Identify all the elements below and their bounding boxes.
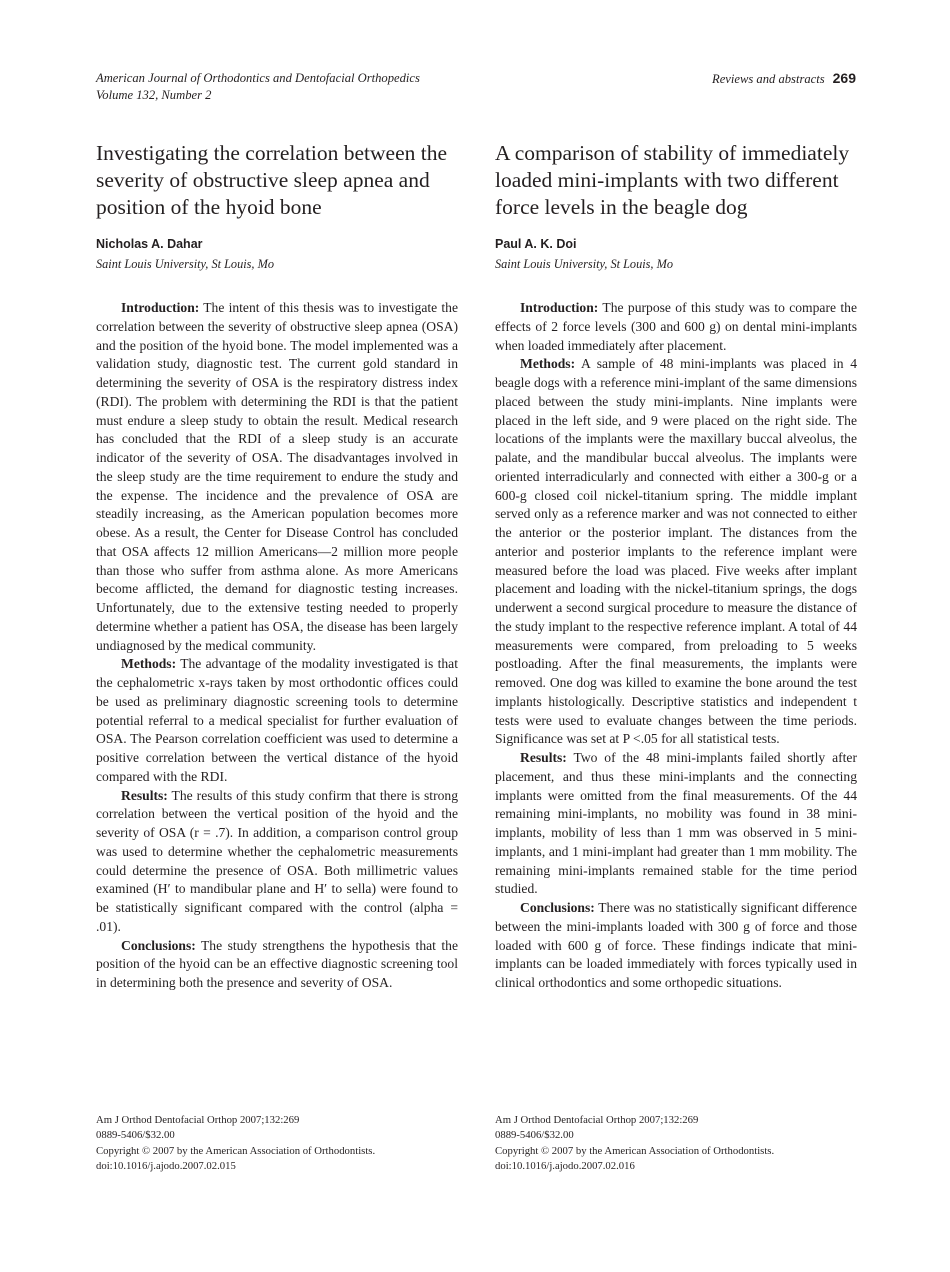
doi-line: doi:10.1016/j.ajodo.2007.02.015: [96, 1159, 236, 1172]
journal-info: [96, 70, 420, 104]
paragraph-introduction: [96, 299, 458, 655]
copyright-line: Copyright © 2007 by the American Association of Orthodontists.: [96, 1144, 376, 1157]
paragraph-text: The advantage of the modality investigated is that the cephalometric x-rays taken by most orthodontic offices could be used as preliminary diagnostic screening tools to determine potential referral to a medical specialist for further evaluation of OSA. The Pearson correlation coefficient was used to determine a positive correlation between the vertical distance of the hyoid compared with the RDI.: [96, 656, 458, 784]
issn-line: 0889-5406/$32.00: [96, 1129, 175, 1142]
article-left: [96, 140, 458, 993]
article-right: [495, 140, 857, 993]
section-info: [712, 70, 856, 88]
paragraph-methods: [96, 655, 458, 786]
paragraph-methods: [495, 355, 857, 749]
citation-line: Am J Orthod Dentofacial Orthop 2007;132:269: [495, 1114, 699, 1126]
paragraph-label: Conclusions:: [121, 937, 196, 953]
paragraph-label: Methods:: [121, 656, 177, 672]
citation-footer-right: [495, 1113, 774, 1174]
paragraph-label: Methods:: [520, 356, 576, 372]
citation-line: Am J Orthod Dentofacial Orthop 2007;132:269: [96, 1114, 300, 1126]
article-author: Nicholas A. Dahar: [96, 237, 203, 251]
article-author: Paul A. K. Doi: [495, 237, 577, 251]
copyright-line: Copyright © 2007 by the American Association of Orthodontists.: [495, 1144, 775, 1157]
paragraph-text: The intent of this thesis was to investigate the correlation between the severity of obstructive sleep apnea (OSA) and the position of the hyoid bone. The model implemented was a validation study, diagnostic test. The current gold standard in determining the severity of OSA is the respiratory distress index (RDI). The problem with determining the RDI is that the patient must endure a sleep study to obtain the result. Medical research has concluded that the RDI of a sleep study is an accurate indicator of the severity of OSA. The disadvantages involved in the sleep study are the time requirement to endure the study and the expense. The incidence and the prevalence of OSA are steadily increasing, as the American population becomes more obese. As a result, the Center for Disease Control has concluded that OSA affects 12 million Americans—2 million more people than those who suffer from asthma alone. As more Americans become afflicted, the demand for diagnostic testing increases. Unfortunately, due to the extensive testing needed to properly determine whether a patient has OSA, the disease has been largely undiagnosed by the medical community.: [96, 300, 458, 653]
journal-name: American Journal of Orthodontics and Dentofacial Orthopedics: [96, 71, 420, 85]
paragraph-label: Results:: [121, 787, 168, 803]
page-number: 269: [832, 70, 856, 86]
paragraph-text: The results of this study confirm that there is strong correlation between the vertical position of the hyoid and the severity of OSA (r = .7). In addition, a comparison control group was used to determine whether the cephalometric measurements could determine the presence of OSA. Both millimetric values examined (H′ to mandibular plane and H′ to sella) were found to be statistically significant compared with the control (alpha = .01).: [96, 787, 458, 934]
article-title: Investigating the correlation between the severity of obstructive sleep apnea and position of the hyoid bone: [96, 141, 448, 219]
paragraph-text: Two of the 48 mini-implants failed shortly after placement, and thus these mini-implants and the connecting implants were omitted from the final measurements. Of the 44 remaining mini-implants, no mobility was found in 38 mini-implants, mobility of less than 1 mm was observed in 5 mini-implants, and 1 mini-implant had greater than 1 mm mobility. The remaining mini-implants remained stable for the time period studied.: [495, 750, 857, 897]
article-title: A comparison of stability of immediately loaded mini-implants with two different force levels in the beagle dog: [495, 141, 850, 219]
paragraph-label: Introduction:: [520, 300, 599, 315]
article-body: [495, 299, 857, 993]
article-body: [96, 299, 458, 993]
paragraph-label: Conclusions:: [520, 900, 595, 915]
journal-volume: Volume 132, Number 2: [96, 88, 212, 102]
issn-line: 0889-5406/$32.00: [495, 1129, 574, 1142]
paragraph-results: [495, 749, 857, 899]
running-head: [96, 70, 856, 110]
paragraph-results: [96, 787, 458, 937]
paragraph-conclusions: [96, 937, 458, 993]
article-affiliation: Saint Louis University, St Louis, Mo: [96, 257, 274, 271]
paragraph-text: A sample of 48 mini-implants was placed in 4 beagle dogs with a reference mini-implant of the same dimensions placed between the study mini-implants. Nine implants were placed in the left side, and 9 were placed on the right side. The locations of the implants were the maxillary buccal alveolus, the palate, and the mandibular buccal alveolus. The implants were oriented interradicularly and connected with either a 300-g or a 600-g closed coil nickel-titanium spring. The middle implant served only as a reference marker and was not connected to either the anterior or the posterior implant. The distances from the anterior and posterior implants to the reference implant were measured before the load was placed. Five weeks after implant placement and loading with the nickel-titanium springs, the dogs underwent a second surgical procedure to measure the distance of the study implant to the respective reference implant. A total of 44 measurements were compared, from preloading to 5 weeks postloading. After the final measurements, the implants were removed. One dog was killed to examine the bone around the test implants histologically. Descriptive statistics and independent t tests were used to evaluate changes between the time periods. Significance was set at P <.05 for all statistical tests.: [495, 356, 857, 747]
article-affiliation: Saint Louis University, St Louis, Mo: [495, 257, 673, 271]
paragraph-text: The study strengthens the hypothesis that the position of the hyoid can be an effective diagnostic screening tool in determining both the presence and severity of OSA.: [96, 937, 458, 990]
doi-line: doi:10.1016/j.ajodo.2007.02.016: [495, 1159, 635, 1172]
paragraph-label: Results:: [520, 750, 567, 765]
paragraph-text: The purpose of this study was to compare the effects of 2 force levels (300 and 600 g) on dental mini-implants when loaded immediately after placement.: [495, 300, 857, 353]
paragraph-text: There was no statistically significant difference between the mini-implants loaded with 300 g of force and those loaded with 600 g of force. These findings indicate that mini-implants can be loaded immediately with forces typically used in clinical orthodontics and some orthopedic situations.: [495, 900, 857, 990]
paragraph-conclusions: [495, 899, 857, 993]
citation-footer-left: [96, 1113, 375, 1174]
section-name: Reviews and abstracts: [712, 72, 825, 86]
paragraph-introduction: [495, 299, 857, 355]
paragraph-label: Introduction:: [121, 300, 200, 315]
